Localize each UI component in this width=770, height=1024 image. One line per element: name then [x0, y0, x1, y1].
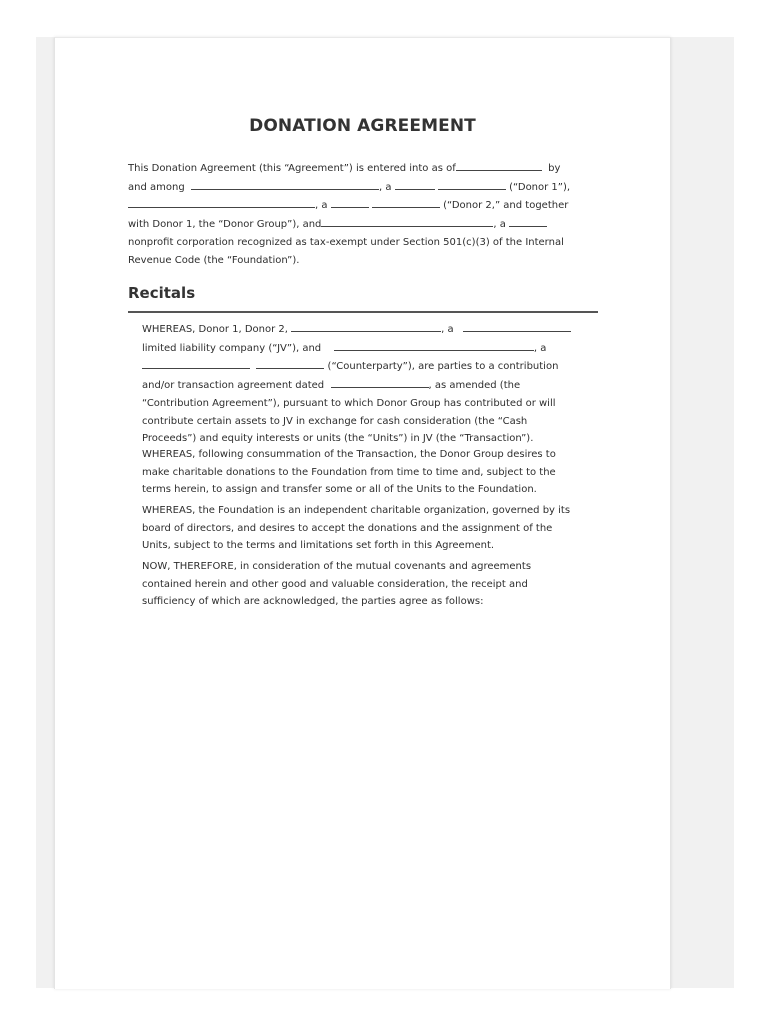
recital-4: [142, 558, 531, 611]
intro-line-5: nonprofit corporation recognized as tax-exempt under Section 501(c)(3) of the Internal: [128, 236, 564, 248]
recital-1-line-4: and/or transaction agreement dated , as amended (the: [142, 376, 571, 395]
recital-1-line-2: limited liability company (“JV”), and , a: [142, 339, 571, 358]
document-page: [54, 37, 671, 989]
date-blank[interactable]: [456, 159, 542, 171]
recital-1-line-7: Proceeds”) and equity interests or units (the “Units”) in JV (the “Transaction”).: [142, 433, 534, 445]
counterparty-type-blank-b[interactable]: [256, 357, 324, 369]
donor2-type-blank-a[interactable]: [331, 196, 369, 208]
intro-line-1: This Donation Agreement (this “Agreement”) is entered into as of by: [128, 159, 570, 178]
recital-1: [142, 320, 571, 448]
counterparty-type-blank-a[interactable]: [142, 357, 250, 369]
recital-4-line-2: contained herein and other good and valuable consideration, the receipt and: [142, 578, 528, 590]
recital-2: [142, 446, 556, 499]
intro-line-2: and among , a (“Donor 1”),: [128, 178, 570, 197]
recital-2-line-3: terms herein, to assign and transfer some or all of the Units to the Foundation.: [142, 484, 537, 496]
intro-line-3: , a (“Donor 2,” and together: [128, 196, 570, 215]
contribution-date-blank[interactable]: [331, 376, 429, 388]
donor1-name-blank[interactable]: [191, 178, 379, 190]
recital-3-line-1: WHEREAS, the Foundation is an independent charitable organization, governed by its: [142, 505, 571, 516]
document-title: DONATION AGREEMENT: [249, 116, 476, 136]
jv-name-blank[interactable]: [291, 320, 441, 332]
recital-4-line-3: sufficiency of which are acknowledged, the parties agree as follows:: [142, 596, 484, 608]
recital-1-line-3: (“Counterparty”), are parties to a contribution: [142, 357, 571, 376]
recital-1-line-1: WHEREAS, Donor 1, Donor 2, , a: [142, 320, 571, 339]
recital-2-line-1: WHEREAS, following consummation of the Transaction, the Donor Group desires to: [142, 449, 556, 460]
recital-3-line-3: Units, subject to the terms and limitations set forth in this Agreement.: [142, 540, 495, 552]
foundation-state-blank[interactable]: [509, 215, 547, 227]
recitals-divider: [128, 311, 598, 313]
recital-3-line-2: board of directors, and desires to accept the donations and the assignment of the: [142, 522, 553, 534]
recitals-heading: Recitals: [128, 284, 196, 302]
intro-paragraph: [128, 159, 570, 269]
recital-4-line-1: NOW, THEREFORE, in consideration of the mutual covenants and agreements: [142, 561, 532, 572]
donor1-type-blank-b[interactable]: [438, 178, 506, 190]
recital-3: [142, 502, 570, 555]
intro-line-6: Revenue Code (the “Foundation”).: [128, 254, 300, 266]
recital-1-line-5: “Contribution Agreement”), pursuant to which Donor Group has contributed or will: [142, 397, 556, 409]
donor2-name-blank[interactable]: [128, 196, 315, 208]
recital-1-line-6: contribute certain assets to JV in exchange for cash consideration (the “Cash: [142, 415, 528, 427]
donor2-type-blank-b[interactable]: [372, 196, 440, 208]
intro-line-4: with Donor 1, the “Donor Group”), and , a: [128, 215, 570, 234]
recital-2-line-2: make charitable donations to the Foundation from time to time and, subject to the: [142, 466, 556, 478]
counterparty-name-blank[interactable]: [334, 339, 534, 351]
jv-state-blank[interactable]: [463, 320, 571, 332]
foundation-name-blank[interactable]: [321, 215, 493, 227]
donor1-type-blank-a[interactable]: [395, 178, 435, 190]
